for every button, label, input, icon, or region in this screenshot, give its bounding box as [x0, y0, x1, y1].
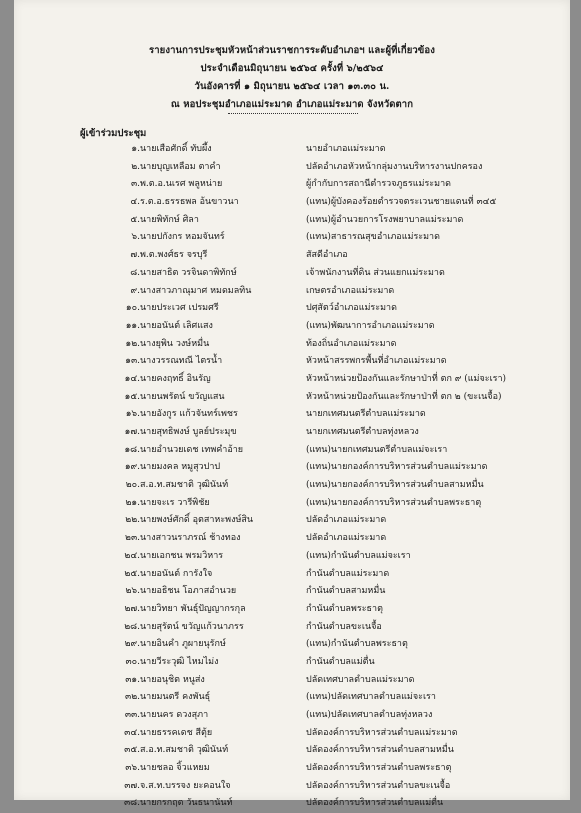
attendee-number: ๗. — [130, 250, 140, 261]
attendee-row — [14, 265, 570, 283]
attendee-row — [14, 672, 570, 690]
attendee-row — [14, 795, 570, 813]
attendee-name: นายสุรัตน์ ขวัญแก้วนาภรร — [140, 621, 244, 632]
attendee-position: ปลัดองค์การบริหารส่วนตำบลพระธาตุ — [306, 763, 452, 774]
attendee-row — [14, 530, 570, 548]
attendee-number: ๑. — [131, 144, 140, 154]
attendee-row — [14, 229, 570, 247]
report-header — [14, 42, 570, 114]
attendee-name: นายจะเร วารีพิชัย — [140, 497, 210, 508]
attendee-number: ๓๑. — [125, 674, 140, 685]
attendee-row — [14, 159, 570, 177]
attendee-position: นายอำเภอแม่ระมาด — [306, 144, 386, 154]
attendee-number: ๓๒. — [125, 692, 140, 703]
attendee-number: ๒๗. — [124, 603, 140, 614]
attendee-number: ๑๑. — [125, 320, 140, 331]
attendee-row — [14, 336, 570, 354]
attendee-number: ๓๓. — [124, 710, 140, 720]
attendee-position: ปลัดองค์การบริหารส่วนตำบลแม่ตื่น — [306, 798, 444, 809]
attendee-position: เกษตรอำเภอแม่ระมาด — [306, 285, 395, 296]
attendee-row — [14, 707, 570, 725]
attendee-position: ปลัดองค์การบริหารส่วนตำบลแม่ระมาด — [306, 727, 458, 738]
attendee-row — [14, 424, 570, 442]
attendee-number: ๒๖. — [125, 586, 140, 597]
attendee-row — [14, 760, 570, 778]
attendee-position: หัวหน้าหน่วยป้องกันและรักษาป่าที่ ตก ๒ (ขะเนจื้อ) — [306, 391, 502, 402]
attendee-row — [14, 601, 570, 619]
attendee-row — [14, 318, 570, 336]
attendee-name: นายพงษ์ศักดิ์ อุตสาหะพงษ์สิน — [140, 515, 254, 526]
attendee-position: (แทน)ปลัดเทศบาลตำบลทุ่งหลวง — [306, 710, 433, 720]
attendee-name: นายวิทยา พันธุ์ปัญญากรกุล — [140, 603, 246, 614]
attendee-number: ๓๖. — [125, 763, 140, 774]
attendee-number: ๑๐. — [125, 303, 140, 314]
attendee-name: นายกรกฤต วันธนานันท์ — [140, 798, 233, 809]
attendee-number: ๑๙. — [124, 462, 140, 473]
attendee-row — [14, 566, 570, 584]
attendee-name: นายบุญเหลือม ตาคำ — [140, 161, 221, 172]
attendee-position: (แทน)นายกองค์การบริหารส่วนตำบลพระธาตุ — [306, 497, 482, 508]
attendee-number: ๙. — [130, 285, 140, 296]
attendee-position: (แทน)ผู้อำนวยการโรงพยาบาลแม่ระมาด — [306, 214, 464, 225]
attendee-row — [14, 495, 570, 513]
attendee-row — [14, 619, 570, 637]
attendee-name: จ.ส.ท.บรรจง ยะคอนใจ — [140, 780, 231, 791]
attendee-number: ๑๕. — [124, 391, 140, 402]
attendee-number: ๒. — [131, 161, 140, 172]
attendee-name: นางวรรณทณี ไตรน้ำ — [140, 356, 223, 367]
attendee-name: นายอนุชิต หนูส่ง — [140, 674, 205, 685]
attendee-number: ๒๘. — [124, 621, 140, 632]
attendee-number: ๒๓. — [125, 533, 140, 544]
attendee-name: นายสาธิต วรจินดาพิทักษ์ — [140, 267, 237, 278]
attendee-row — [14, 548, 570, 566]
attendee-number: ๑๗. — [124, 427, 140, 437]
attendee-number: ๒๙. — [124, 639, 140, 650]
attendee-number: ๒๑. — [125, 497, 140, 508]
attendee-name: นายอนันต์ เลิศแสง — [140, 320, 213, 331]
attendee-row — [14, 636, 570, 654]
attendee-number: ๔. — [130, 197, 140, 208]
attendee-row — [14, 283, 570, 301]
attendee-number: ๕. — [130, 214, 140, 225]
attendee-name: นายเอกชน พรมวิหาร — [140, 550, 224, 561]
attendee-position: นายกเทศมนตรีตำบลทุ่งหลวง — [306, 427, 419, 437]
attendee-name: นายปกังกร หอมจันทร์ — [140, 232, 225, 243]
attendee-row — [14, 176, 570, 194]
attendee-position: ปลัดอำเภอหัวหน้ากลุ่มงานบริหารงานปกครอง — [306, 161, 483, 172]
attendee-position: ปลัดอำเภอแม่ระมาด — [306, 533, 387, 544]
section-title: ผู้เข้าร่วมประชุม — [80, 128, 147, 139]
attendee-row — [14, 442, 570, 460]
attendee-row — [14, 212, 570, 230]
attendee-name: พ.ต.พงศ์ธร จรบุรี — [140, 250, 208, 261]
attendee-row — [14, 459, 570, 477]
attendee-number: ๑๖. — [125, 409, 140, 420]
attendee-position: กำนันตำบลแม่ตื่น — [306, 656, 375, 667]
meeting-location: ณ หอประชุมอำเภอแม่ระมาด อำเภอแม่ระมาด จังหวัดตาก — [170, 99, 414, 110]
attendee-row — [14, 477, 570, 495]
attendee-name: นายเสือศักดิ์ ทับผึ้ง — [140, 144, 212, 154]
attendee-name: นายพิทักษ์ ศิลา — [140, 214, 199, 225]
attendee-position: หัวหน้าสรรพกรพื้นที่อำเภอแม่ระมาด — [306, 356, 447, 367]
attendee-number: ๑๓. — [125, 356, 140, 367]
attendee-row — [14, 654, 570, 672]
meeting-date-time: วันอังคารที่ ๑ มิถุนายน ๒๕๖๔ เวลา ๑๓.๓๐ น. — [194, 81, 390, 92]
attendee-row — [14, 389, 570, 407]
attendee-number: ๓๗. — [124, 780, 140, 791]
attendee-name: นายอธิชน โอภาสอำนวย — [140, 586, 237, 597]
attendee-name: นายวีระวุฒิ ไหมไม่ง — [140, 656, 219, 667]
attendee-number: ๘. — [130, 267, 140, 278]
attendee-name: นายธรรคเดช สีตุ้ย — [140, 727, 213, 738]
attendee-name: นางสาวภาณุมาศ หมดมลทิน — [140, 285, 252, 296]
document-page — [14, 0, 570, 809]
attendee-position: (แทน)พัฒนาการอำเภอแม่ระมาด — [306, 320, 435, 331]
attendee-position: ท้องถิ่นอำเภอแม่ระมาด — [306, 338, 397, 349]
attendee-number: ๓๕. — [124, 745, 140, 756]
attendee-number: ๑๔. — [124, 373, 140, 384]
attendee-name: นายอินคำ ภูผายนุรักษ์ — [140, 639, 226, 650]
attendee-number: ๒๕. — [124, 568, 140, 579]
attendee-number: ๒๒. — [125, 515, 140, 526]
attendee-position: กำนันตำบลแม่ระมาด — [306, 568, 390, 579]
attendee-row — [14, 141, 570, 159]
attendee-position: ปลัดองค์การบริหารส่วนตำบลขะเนจื้อ — [306, 780, 451, 791]
attendee-number: ๒๔. — [124, 550, 140, 561]
attendee-position: กำนันตำบลขะเนจื้อ — [306, 621, 382, 632]
attendee-row — [14, 194, 570, 212]
report-title: รายงานการประชุมหัวหน้าส่วนราชการระดับอำเภอฯ และผู้ที่เกี่ยวข้อง — [149, 45, 435, 56]
attendee-name: นายมนตรี คงพันธุ์ — [140, 692, 211, 703]
attendee-name: พ.ต.อ.นเรศ พลูหน่าย — [140, 179, 223, 190]
attendee-name: นายมงคล หมูสุวปาป — [140, 462, 221, 473]
attendee-name: ส.อ.ท.สมชาติ วุฒินันท์ — [140, 745, 229, 756]
attendee-number: ๑๒. — [125, 338, 140, 349]
attendee-position: สัสดีอำเภอ — [306, 250, 348, 261]
attendee-number: ๑๘. — [124, 444, 140, 455]
attendee-row — [14, 371, 570, 389]
attendee-position: (แทน)นายกเทศมนตรีตำบลแม่จะเรา — [306, 444, 448, 455]
attendee-name: นายสุทธิพงษ์ บูลย์ประมุข — [140, 427, 237, 437]
attendee-position: ปศุสัตว์อำเภอแม่ระมาด — [306, 303, 397, 314]
attendee-row — [14, 689, 570, 707]
attendee-position: กำนันตำบลสามหมื่น — [306, 586, 386, 597]
attendee-number: ๓. — [130, 179, 140, 190]
attendee-name: นางยุพิน วงษ์หมื่น — [140, 338, 210, 349]
attendee-name: นายอำนวยเดช เทพคำอ้าย — [140, 444, 244, 455]
attendee-row — [14, 725, 570, 743]
attendee-position: (แทน)ผู้บังคองร้อยตำรวจตระเวนชายแดนที่ ๓๔๕ — [306, 197, 497, 208]
attendee-position: (แทน)กำนันตำบลแม่จะเรา — [306, 550, 411, 561]
attendee-name: ร.ต.อ.ธรรธพล อ้นขาวนา — [140, 197, 239, 208]
attendee-name: นางสาวนราภรณ์ ช้างทอง — [140, 533, 241, 544]
dotted-divider — [228, 113, 358, 114]
attendee-name: นายชลอ จิ้วแหยม — [140, 763, 210, 774]
attendee-position: นายกเทศมนตรีตำบลแม่ระมาด — [306, 409, 426, 420]
attendee-number: ๓๘. — [124, 798, 140, 809]
attendee-position: (แทน)สาธารณสุขอำเภอแม่ระมาด — [306, 232, 440, 243]
attendee-list — [14, 141, 570, 813]
attendee-position: หัวหน้าหน่วยป้องกันและรักษาป่าที่ ตก ๙ (แม่จะเรา) — [306, 373, 507, 384]
attendee-row — [14, 512, 570, 530]
attendee-position: กำนันตำบลพระธาตุ — [306, 603, 383, 614]
attendee-name: นายอนันต์ การังใจ — [140, 568, 213, 579]
attendee-name: นายอังกูร แก้วจันทร์เพชร — [140, 409, 238, 420]
attendee-position: เจ้าพนักงานที่ดิน ส่วนแยกแม่ระมาด — [306, 267, 445, 278]
attendee-row — [14, 778, 570, 796]
attendee-position: ปลัดองค์การบริหารส่วนตำบลสามหมื่น — [306, 745, 454, 756]
attendee-row — [14, 406, 570, 424]
attendee-position: (แทน)นายกองค์การบริหารส่วนตำบลแม่ระมาด — [306, 462, 488, 473]
attendee-name: นายประเวศ เปรมศรี — [140, 303, 219, 314]
attendee-position: ปลัดเทศบาลตำบลแม่ระมาด — [306, 674, 415, 685]
attendee-name: นายคงฤทธิ์ อินรัญ — [140, 373, 211, 384]
attendee-row — [14, 247, 570, 265]
attendee-row — [14, 583, 570, 601]
attendee-number: ๖. — [131, 232, 140, 243]
attendee-position: ผู้กำกับการสถานีตำรวจภูธรแม่ระมาด — [306, 179, 451, 190]
meeting-month: ประจำเดือนมิถุนายน ๒๕๖๔ ครั้งที่ ๖/๒๕๖๔ — [200, 63, 384, 74]
attendee-number: ๒๐. — [125, 480, 140, 491]
attendee-row — [14, 353, 570, 371]
attendee-position: ปลัดอำเภอแม่ระมาด — [306, 515, 387, 526]
attendee-number: ๓๔. — [124, 727, 140, 738]
attendee-position: (แทน)ปลัดเทศบาลตำบลแม่จะเรา — [306, 692, 436, 703]
attendee-name: นายนคร ดวงสุภา — [140, 710, 209, 720]
attendee-name: ส.อ.ท.สมชาติ วุฒินันท์ — [140, 480, 229, 491]
attendee-row — [14, 300, 570, 318]
attendee-name: นายนพรัตน์ ขวัญแสน — [140, 391, 225, 402]
attendee-number: ๓๐. — [125, 656, 140, 667]
attendee-position: (แทน)นายกองค์การบริหารส่วนตำบลสามหมื่น — [306, 480, 484, 491]
attendee-position: (แทน)กำนันตำบลพระธาตุ — [306, 639, 408, 650]
attendee-row — [14, 742, 570, 760]
